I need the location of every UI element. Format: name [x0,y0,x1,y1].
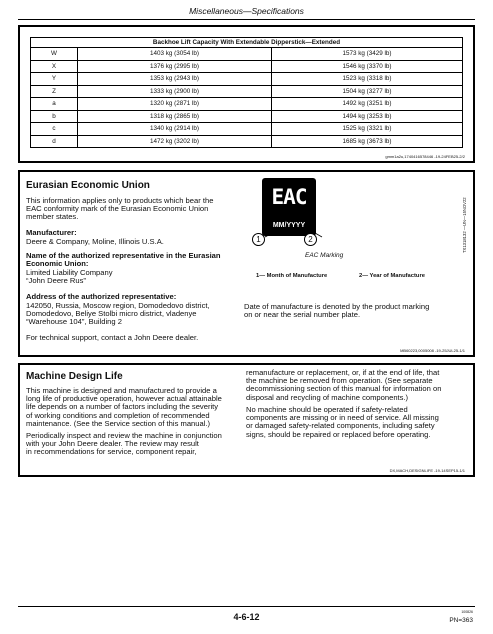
representative-label [26,252,221,268]
address-value [26,302,210,327]
value-cell: 1318 kg (2865 lb) [78,110,272,123]
eac-title: Eurasian Economic Union [26,180,150,191]
manufacturer-value: Deere & Company, Moline, Illinois U.S.A. [26,237,164,246]
row-label-cell: c [31,123,78,136]
page-number: 4-6-12 [233,612,260,622]
representative-label-line: Name of the authorized representative in the Eurasian [26,251,221,260]
header-rule [18,19,475,20]
paragraph-line: components are missing or in need of service. All missing [246,413,439,423]
table-row [31,48,463,61]
paragraph-line: of working conditions and completion of recommended [26,410,210,420]
table-reference: gmm1a2u,1740416578446 -19-24FEB25-2/2 [385,154,465,159]
value-cell: 1573 kg (3429 lb) [272,48,463,61]
paragraph-line: No machine should be operated if safety-related [246,405,408,414]
row-label-cell: b [31,110,78,123]
value-cell: 1523 kg (3318 lb) [272,73,463,86]
legend-year: 2— Year of Manufacture [359,273,425,279]
value-cell: 1494 kg (3253 lb) [272,110,463,123]
row-label-cell: Z [31,85,78,98]
row-label-cell: X [31,60,78,73]
row-label-cell: W [31,48,78,61]
paragraph-line: decommissioning section of this manual for information on [246,384,442,394]
value-cell: 1376 kg (2995 lb) [78,60,272,73]
table-title: Backhoe Lift Capacity With Extendable Dipperstick—Extended [31,38,463,48]
footer-code: 100826 [461,610,473,614]
representative-label-line: Economic Union: [26,259,89,269]
figure-side-reference-text: TX1318132 —UN—15NOV22 [462,197,467,253]
lift-capacity-table [30,37,463,148]
representative-name-line: Limited Liability Company [26,268,113,277]
paragraph-line: with your John Deere dealer. The review may result [26,439,199,449]
value-cell: 1546 kg (3370 lb) [272,60,463,73]
table-row [31,73,463,86]
value-cell: 1525 kg (3321 lb) [272,123,463,136]
address-line: “Warehouse 104”, Building 2 [26,317,122,327]
value-cell: 1320 kg (2871 lb) [78,98,272,111]
eac-mark-letters: EAC [271,185,307,209]
address-line: 142050, Russia, Moscow region, Domodedovo district, [26,301,210,310]
design-life-paragraph-1 [26,387,222,428]
figure-side-reference [462,178,470,253]
paragraph-line: in recommendations for service, component repair, [26,447,197,457]
technical-support-note: For technical support, contact a John Deere dealer. [26,333,199,342]
paragraph-line: long life of productive operation, however actual attainable [26,394,222,404]
value-cell: 1403 kg (3054 lb) [78,48,272,61]
date-note-line: Date of manufacture is denoted by the product marking [244,302,430,311]
paragraph-line: Periodically inspect and review the machine in conjunction [26,431,222,440]
date-of-manufacture-note [244,303,429,319]
manufacturer-label: Manufacturer: [26,228,77,237]
design-life-paragraph-2 [26,432,222,457]
eac-mark-date: MM/YYYY [272,222,306,229]
legend-month: 1— Month of Manufacture [256,273,328,279]
paragraph-line: This machine is designed and manufactured to provide a [26,386,217,395]
pn-number: PN=363 [449,617,473,624]
table-row [31,98,463,111]
callout-lines [256,227,336,247]
representative-name-line: “John Deere Rus” [26,276,86,286]
paragraph-line: or damaged safety-related components, including safety [246,421,435,431]
value-cell: 1340 kg (2914 lb) [78,123,272,136]
callout-1: 1 [252,233,265,246]
row-label-cell: Y [31,73,78,86]
value-cell: 1472 kg (3202 lb) [78,135,272,148]
date-note-line: on or near the serial number plate. [244,310,361,320]
design-life-title: Machine Design Life [26,371,123,382]
lift-capacity-section [18,25,475,163]
design-life-paragraph-3 [246,369,441,402]
value-cell: 1353 kg (2943 lb) [78,73,272,86]
table-row [31,135,463,148]
design-life-reference: DX,MACH,DESIGNLIFE -19-14SEP15-1/1 [389,468,465,473]
paragraph-line: signs, should be repaired or replaced before operating. [246,429,431,439]
paragraph-line: maintenance. (See the Service section of this manual.) [26,418,211,428]
eac-section [18,170,475,357]
eac-reference: MB60223,0005008 -19-25JUL25-1/1 [400,348,465,353]
address-label: Address of the authorized representative: [26,292,177,301]
table-row [31,110,463,123]
design-life-paragraph-4 [246,406,439,439]
footer-rule [18,606,475,607]
eac-intro-line: EAC conformity mark of the Eurasian Economic Union [26,204,209,214]
eac-mark-caption: EAC Marking [305,252,344,259]
paragraph-line: disposal and recycling of machine components.) [246,392,409,402]
eac-intro-line: This information applies only to products which bear the [26,196,214,205]
callout-2: 2 [304,233,317,246]
page-header: Miscellaneous—Specifications [189,6,304,16]
address-line: Domodedovo, Beliye Stolbi micro district, vladenye [26,309,197,319]
eac-intro-line: member states. [26,212,79,222]
value-cell: 1333 kg (2900 lb) [78,85,272,98]
row-label-cell: d [31,135,78,148]
table-row [31,85,463,98]
representative-name [26,269,113,285]
paragraph-line: remanufacture or replacement, or, if at the end of life, that [246,368,440,377]
table-row [31,60,463,73]
value-cell: 1492 kg (3251 lb) [272,98,463,111]
table-row [31,123,463,136]
eac-intro [26,197,213,222]
paragraph-line: life depends on a number of factors including the severity [26,402,219,412]
value-cell: 1504 kg (3277 lb) [272,85,463,98]
paragraph-line: the machine be removed from operation. (See separate [246,376,433,386]
design-life-section [18,363,475,477]
row-label-cell: a [31,98,78,111]
value-cell: 1685 kg (3673 lb) [272,135,463,148]
